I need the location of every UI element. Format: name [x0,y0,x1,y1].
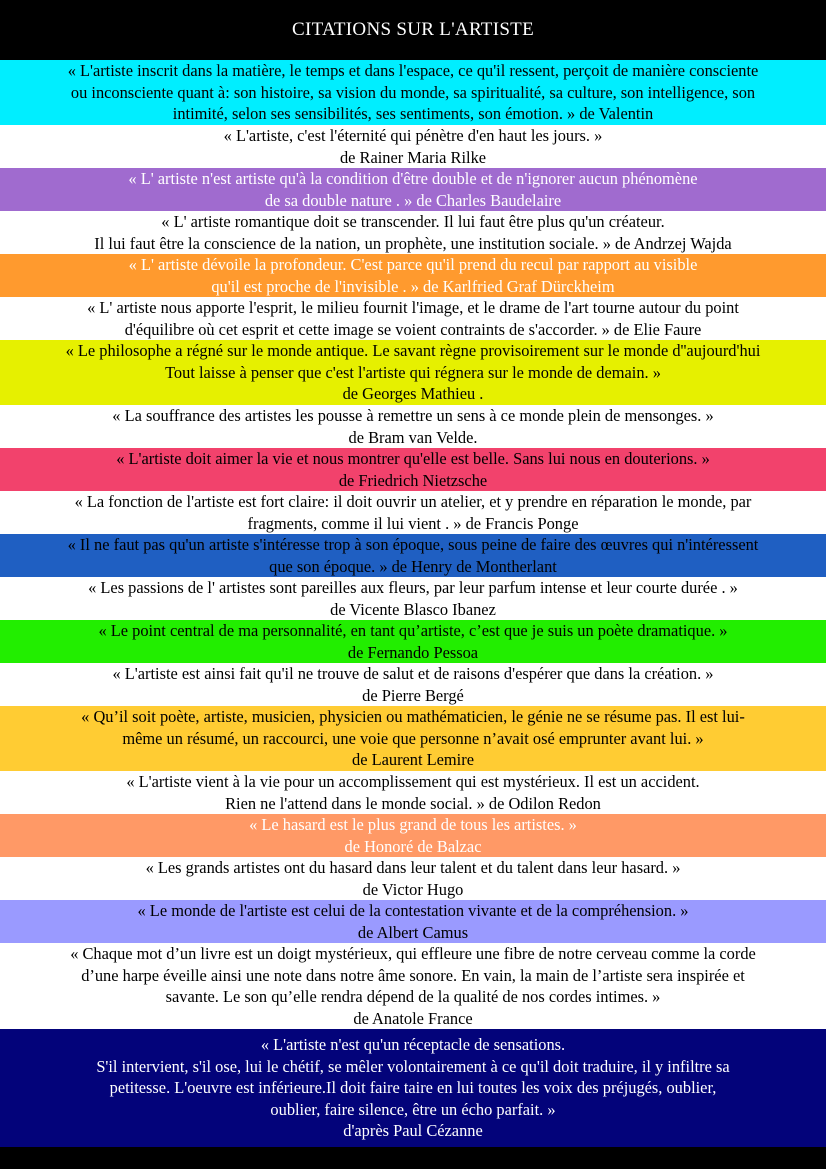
quote-block [0,340,826,405]
quote-line: de sa double nature . » de Charles Baudelaire [264,190,562,210]
quote-line: « Chaque mot d’un livre est un doigt mystérieux, qui effleure une fibre de notre cerveau comme la corde [70,944,756,963]
quote-line: de Georges Mathieu . [342,384,484,404]
quote-line: d’une harpe éveille ainsi une note dans notre âme sonore. En vain, la main de l’artiste sera inspirée et [81,965,745,985]
quote-line: « L'artiste, c'est l'éternité qui pénètre d'en haut les jours. » [223,126,603,145]
quote-line: « Le monde de l'artiste est celui de la contestation vivante et de la compréhension. » [137,901,689,920]
quote-block [0,297,826,340]
quote-line: « La fonction de l'artiste est fort claire: il doit ouvrir un atelier, et y prendre en réparation le monde, par [74,492,752,511]
quote-line: de Bram van Velde. [348,427,478,447]
quote-block [0,900,826,943]
quote-line: de Rainer Maria Rilke [339,147,487,167]
quote-line: Rien ne l'attend dans le monde social. » de Odilon Redon [225,793,601,813]
quote-line: Tout laisse à penser que c'est l'artiste qui régnera sur le monde de demain. » [165,362,661,382]
quote-block [0,663,826,706]
quote-line: de Friedrich Nietzsche [338,470,488,490]
quote-line: intimité, selon ses sensibilités, ses sentiments, son émotion. » de Valentin [172,104,654,124]
quote-line: de Fernando Pessoa [347,642,479,662]
quote-block [0,771,826,814]
quote-line: « L'artiste est ainsi fait qu'il ne trouve de salut et de raisons d'espérer que dans la création. » [112,664,714,683]
quote-block [0,943,826,1029]
quote-block [0,60,826,125]
quote-block [0,448,826,491]
quote-block [0,211,826,254]
quote-line: « L' artiste n'est artiste qu'à la condition d'être double et de n'ignorer aucun phénomène [128,169,698,188]
quote-block [0,125,826,168]
quote-block [0,254,826,297]
quote-block [0,168,826,211]
quote-line: « La souffrance des artistes les pousse à remettre un sens à ce monde plein de mensonges. » [112,406,714,425]
quote-line: « L'artiste vient à la vie pour un accomplissement qui est mystérieux. Il est un accident. [126,772,700,791]
quote-line: de Honoré de Balzac [344,836,482,856]
quote-line: « L'artiste doit aimer la vie et nous montrer qu'elle est belle. Sans lui nous en douterions. » [116,449,710,468]
quote-line: « Les grands artistes ont du hasard dans leur talent et du talent dans leur hasard. » [145,858,681,877]
quote-line: « L' artiste dévoile la profondeur. C'est parce qu'il prend du recul par rapport au visible [128,255,698,274]
quote-line: « Le hasard est le plus grand de tous les artistes. » [249,815,577,834]
quote-block [0,405,826,448]
quote-line: « Les passions de l' artistes sont pareilles aux fleurs, par leur parfum intense et leur courte durée . » [88,578,738,597]
quote-block [0,814,826,857]
quote-line: « Qu’il soit poète, artiste, musicien, physicien ou mathématicien, le génie ne se résume pas. Il est lui- [81,707,745,727]
quote-line: « Le philosophe a régné sur le monde antique. Le savant règne provisoirement sur le monde d''aujourd'hui [65,341,761,361]
quote-line: de Anatole France [353,1008,473,1028]
quote-line: « Le point central de ma personnalité, en tant qu’artiste, c’est que je suis un poète dramatique. » [98,621,728,640]
quote-line: d'après Paul Cézanne [343,1121,483,1141]
quote-line: savante. Le son qu’elle rendra dépend de la qualité de nos cordes intimes. » [165,987,661,1006]
quote-block [0,706,826,771]
quote-line: « L' artiste nous apporte l'esprit, le milieu fournit l'image, et le drame de l'art tourne autour du point [87,298,739,317]
bottom-bar [0,1147,826,1169]
quote-line: S'il intervient, s'il ose, lui le chétif, se mêler volontairement à ce qu'il doit traduire, il y infiltre sa [96,1056,730,1076]
quote-line: de Laurent Lemire [352,750,474,770]
quote-block [0,534,826,577]
quote-list [0,60,826,1147]
quote-line: oublier, faire silence, être un écho parfait. » [270,1099,556,1119]
quote-line: Il lui faut être la conscience de la nation, un prophète, une institution sociale. » de Andrzej Wajda [94,233,732,253]
quote-block [0,620,826,663]
quote-line: « L' artiste romantique doit se transcender. Il lui faut être plus qu'un créateur. [161,212,665,231]
quote-line: petitesse. L'oeuvre est inférieure.Il doit faire taire en lui toutes les voix des préjugés, oublier, [109,1078,717,1098]
quote-block [0,857,826,900]
quote-line: de Pierre Bergé [362,685,464,705]
quote-line: qu'il est proche de l'invisible . » de Karlfried Graf Dürckheim [211,276,615,296]
quote-line: « L'artiste inscrit dans la matière, le temps et dans l'espace, ce qu'il ressent, perçoit de manière consciente [67,61,759,81]
quote-line: de Vicente Blasco Ibanez [330,599,496,619]
quote-line: même un résumé, un raccourci, une voie que personne n’avait osé emprunter avant lui. » [122,728,704,748]
quote-block [0,1029,826,1147]
quote-line: de Victor Hugo [362,879,464,899]
quote-block [0,491,826,534]
quote-line: que son époque. » de Henry de Montherlant [269,556,557,576]
quote-line: ou inconsciente quant à: son histoire, sa vision du monde, sa spiritualité, sa culture, son intelligence, son [70,82,756,102]
quote-line: fragments, comme il lui vient . » de Francis Ponge [247,513,579,533]
quote-line: « L'artiste n'est qu'un réceptacle de sensations. [260,1035,566,1055]
quote-block [0,577,826,620]
quote-line: « Il ne faut pas qu'un artiste s'intéresse trop à son époque, sous peine de faire des œuvres qui n'intéressent [67,535,759,554]
quote-line: d'équilibre où cet esprit et cette image se voient contraints de s'accorder. » de Elie Faure [124,319,702,339]
quote-line: de Albert Camus [357,922,469,942]
page-title: CITATIONS SUR L'ARTISTE [0,0,826,60]
